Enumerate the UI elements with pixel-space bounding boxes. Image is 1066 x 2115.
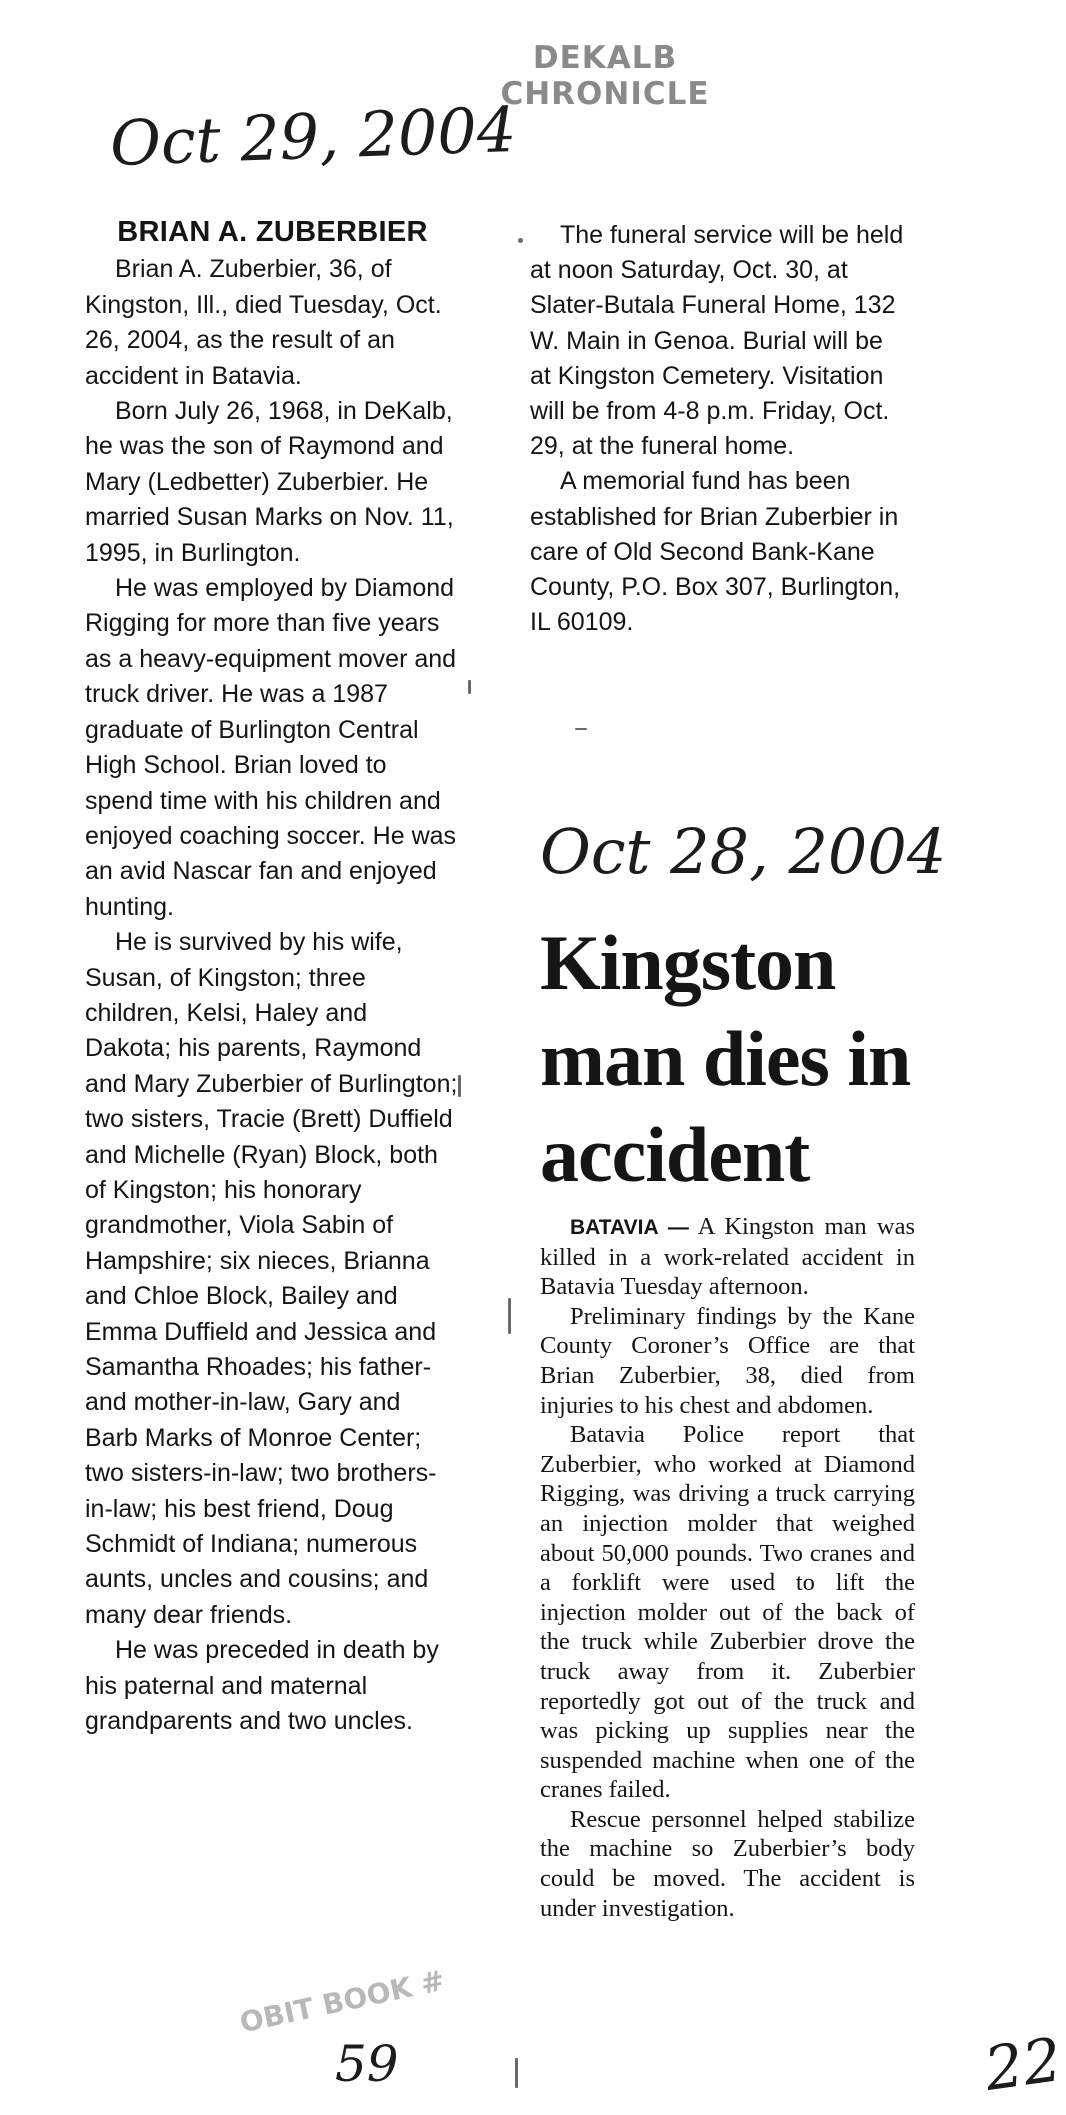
obituary-column-right [530,218,910,640]
scan-mark [575,728,587,730]
article-paragraph: Rescue personnel helped stabilize the machine so Zuberbier’s body could be moved. The accident is under investigation. [540,1805,915,1922]
scan-mark [515,2058,518,2088]
scan-mark [458,1075,461,1097]
article-paragraph: Batavia Police report that Zuberbier, who worked at Diamond Rigging, was driving a truck carrying an injection molder that weighed about 50,000 pounds. Two cranes and a forklift were used to lift the injection molder out of the back of the truck while Zuberbier drove the truck away from it. Zuberbier reportedly got out of the truck and was picking up supplies near the suspended machine when one of the cranes failed. [540,1421,915,1804]
memorial-paragraph: A memorial fund has been established for Brian Zuberbier in care of Old Second Bank-Kane County, P.O. Box 307, Burlington, IL 60109. [530,467,901,637]
article-paragraph: Preliminary findings by the Kane County Coroner’s Office are that Brian Zuberbier, 38, died from injuries to his chest and abdomen. [540,1302,915,1419]
handwritten-page-number: 22 [980,2025,1066,2105]
handwritten-book-number: 59 [335,2035,399,2093]
article-dateline: BATAVIA — [570,1216,689,1239]
obituary-paragraph: Born July 26, 1968, in DeKalb, he was the son of Raymond and Mary (Ledbetter) Zuberbier. He married Susan Marks on Nov. 11, 1995, in Burlington. [85,397,454,567]
obit-book-stamp: OBIT BOOK # [236,1963,448,2040]
obituary-column-left [85,215,460,1739]
obituary-paragraph: Brian A. Zuberbier, 36, of Kingston, Ill., died Tuesday, Oct. 26, 2004, as the result of an accident in Batavia. [85,255,442,390]
funeral-paragraph: The funeral service will be held at noon Saturday, Oct. 30, at Slater-Butala Funeral Home, 132 W. Main in Genoa. Burial will be at Kingston Cemetery. Visitation will be from 4-8 p.m. Friday, Oct. 29, at the funeral home. [530,221,904,461]
article-body [540,1212,915,1923]
obituary-paragraph: He was preceded in death by his paternal and maternal grandparents and two uncles. [85,1636,439,1736]
article-paragraph: A Kingston man was killed in a work-related accident in Batavia Tuesday afternoon. [540,1213,915,1301]
obituary-name-heading: BRIAN A. ZUBERBIER [117,216,428,248]
article-headline: Kingston man dies in accident [540,919,911,1198]
handwritten-date-top: Oct 29, 2004 [108,92,518,181]
scan-mark [468,680,471,694]
obituary-paragraph: He is survived by his wife, Susan, of Kingston; three children, Kelsi, Haley and Dakota; his parents, Raymond and Mary Zuberbier of Burlington; two sisters, Tracie (Brett) Duffield and Michelle (Ryan) Block, both of Kingston; his honorary grandmother, Viola Sabin of Hampshire; six nieces, Brianna and Chloe Block, Bailey and Emma Duffield and Jessica and Samantha Rhoades; his father- and mother-in-law, Gary and Barb Marks of Monroe Center; two sisters-in-law; two brothers-in-law; his best friend, Doug Schmidt of Indiana; numerous aunts, uncles and cousins; and many dear friends. [85,928,458,1629]
scan-mark [508,1298,511,1334]
handwritten-date-mid: Oct 28, 2004 [540,815,947,888]
obituary-paragraph: He was employed by Diamond Rigging for more than five years as a heavy-equipment mover and truck driver. He was a 1987 graduate of Burlington Central High School. Brian loved to spend time with his children and enjoyed coaching soccer. He was an avid Nascar fan and enjoyed hunting. [85,574,457,921]
masthead-stamp: DEKALB CHRONICLE [500,40,710,112]
scan-speck [518,238,523,243]
